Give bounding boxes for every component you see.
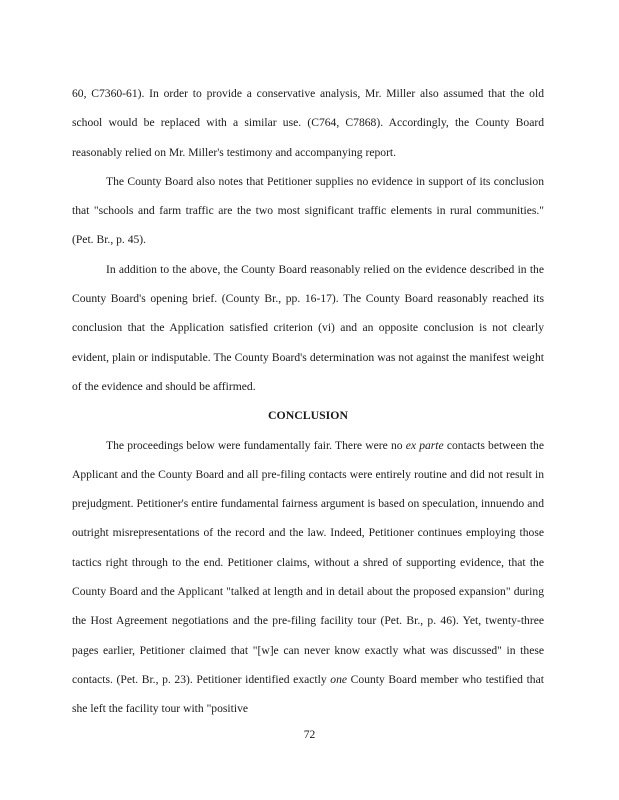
paragraph-traffic-evidence: The County Board also notes that Petitioner supplies no evidence in support of its conclusion that "schools and farm traffic are the two most significant traffic elements in rural communities." (Pet. Br., p. 45). bbox=[72, 174, 544, 247]
paragraph-criterion-vi: In addition to the above, the County Board reasonably relied on the evidence described in the County Board's opening brief. (County Br., pp. 16-17). The County Board reasonably reached its conclusion that the Application satisfied criterion (vi) and an opposite conclusion is not clearly evident, plain or indisputable. The County Board's determination was not against the manifest weight of the evidence and should be affirmed. bbox=[72, 262, 544, 393]
section-heading-conclusion: CONCLUSION bbox=[268, 408, 348, 423]
conclusion-text-part-1: The proceedings below were fundamentally fair. There were no bbox=[106, 438, 406, 452]
conclusion-text-part-2: contacts between the Applicant and the County Board and all pre-filing contacts were entirely routine and did not result in prejudgment. Petitioner's entire fundamental fairness argument is based on speculation, innuendo and outright misrepresentations of the record and the law. Indeed, Petitioner continues employing those tactics right through to the end. Petitioner claims, without a shred of supporting evidence, that the County Board and the Applicant "talked at length and in detail about the proposed expansion" during the Host Agreement negotiations and the pre-filing facility tour (Pet. Br., p. 46). Yet, twenty-three pages earlier, Petitioner claimed that "[w]e can never know exactly what was discussed" in these contacts. (Pet. Br., p. 23). Petitioner identified exactly bbox=[72, 438, 544, 686]
paragraph-conclusion bbox=[72, 431, 544, 724]
conclusion-italic-one: one bbox=[330, 672, 348, 686]
conclusion-text-part-3: County Board member who testified that she left the facility tour with "positive bbox=[72, 672, 544, 716]
page-number: 72 bbox=[303, 728, 316, 741]
paragraph-continued: 60, C7360-61). In order to provide a conservative analysis, Mr. Miller also assumed that the old school would be replaced with a similar use. (C764, C7868). Accordingly, the County Board reasonably relied on Mr. Miller's testimony and accompanying report. bbox=[72, 87, 544, 159]
document-body bbox=[72, 79, 544, 724]
conclusion-italic-ex-parte: ex parte bbox=[405, 438, 444, 452]
